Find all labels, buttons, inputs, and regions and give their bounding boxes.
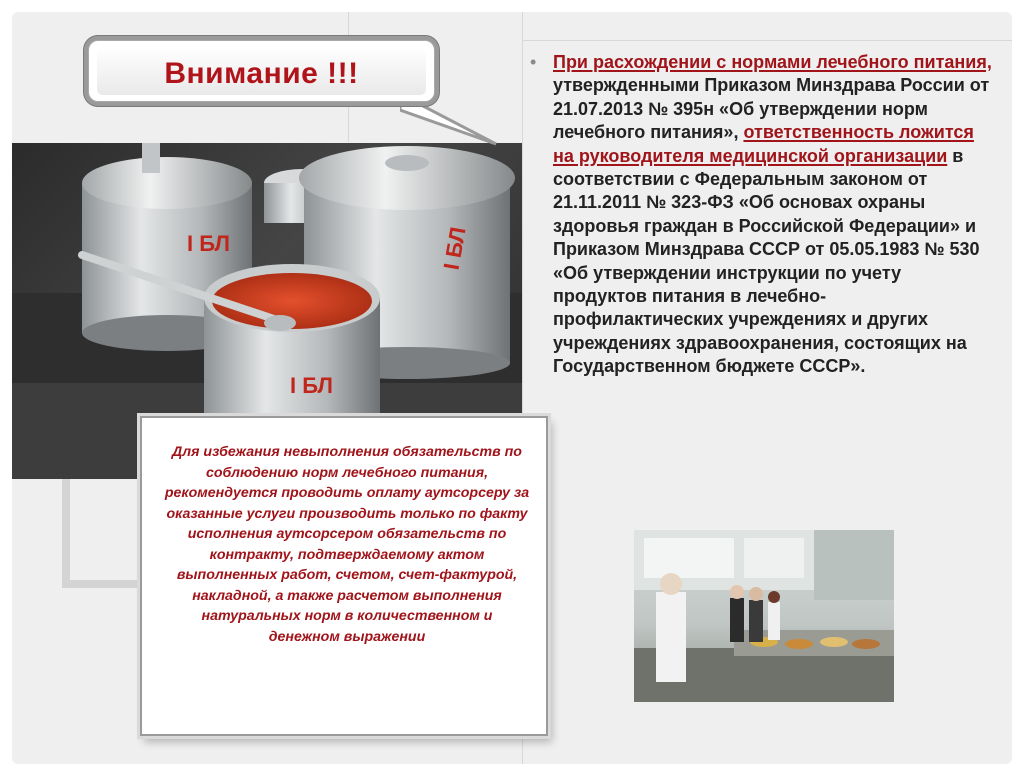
canteen-kitchen-photo bbox=[634, 530, 894, 702]
bullet-icon: • bbox=[530, 52, 537, 72]
attention-bubble-inner bbox=[97, 47, 426, 95]
attention-title: Внимание !!! bbox=[164, 57, 359, 90]
main-paragraph bbox=[553, 51, 993, 379]
recommendation-text: Для избежания невыполнения обязательств по соблюдению норм лечебного питания, рекомендуется проводить оплату аутсорсеру за оказанные услуги производить только по факту исполнения аутсорсером обязательств по контракту, подтверждаемому актом выполненных работ, счетом, счет-фактурой, накладной, а также расчетом выполнения натуральных норм в количественном и денежном выражении bbox=[164, 444, 530, 645]
canteen-kitchen-photo-icon bbox=[634, 530, 894, 702]
highlight-norms: При расхождении с нормами лечебного питания, bbox=[553, 52, 992, 72]
attention-bubble bbox=[88, 40, 435, 102]
paragraph-part: утвержденными Приказом Минздрава России от 21.07.2013 № 395н «Об утверждении норм лечебного питания», bbox=[553, 75, 990, 143]
recommendation-box bbox=[140, 416, 548, 736]
pot-label: I БЛ bbox=[290, 373, 333, 398]
pot-label: I БЛ bbox=[187, 231, 230, 256]
highlight-responsibility: ответственность ложится на руководителя медицинской организации bbox=[553, 122, 974, 166]
grid-line bbox=[522, 40, 1012, 41]
pot-label: I БЛ bbox=[438, 225, 471, 272]
paragraph-part: в соответствии с Федеральным законом от 21.11.2011 № 323-ФЗ «Об основах охраны здоровья граждан в Российской Федерации» и Приказом Минздрава СССР от 05.05.1983 № 530 «Об утверждении инструкции по учету продуктов питания в лечебно-профилактических учреждениях и других учреждениях здравоохранения, состоящих на Государственном бюджете СССР». bbox=[553, 145, 980, 377]
